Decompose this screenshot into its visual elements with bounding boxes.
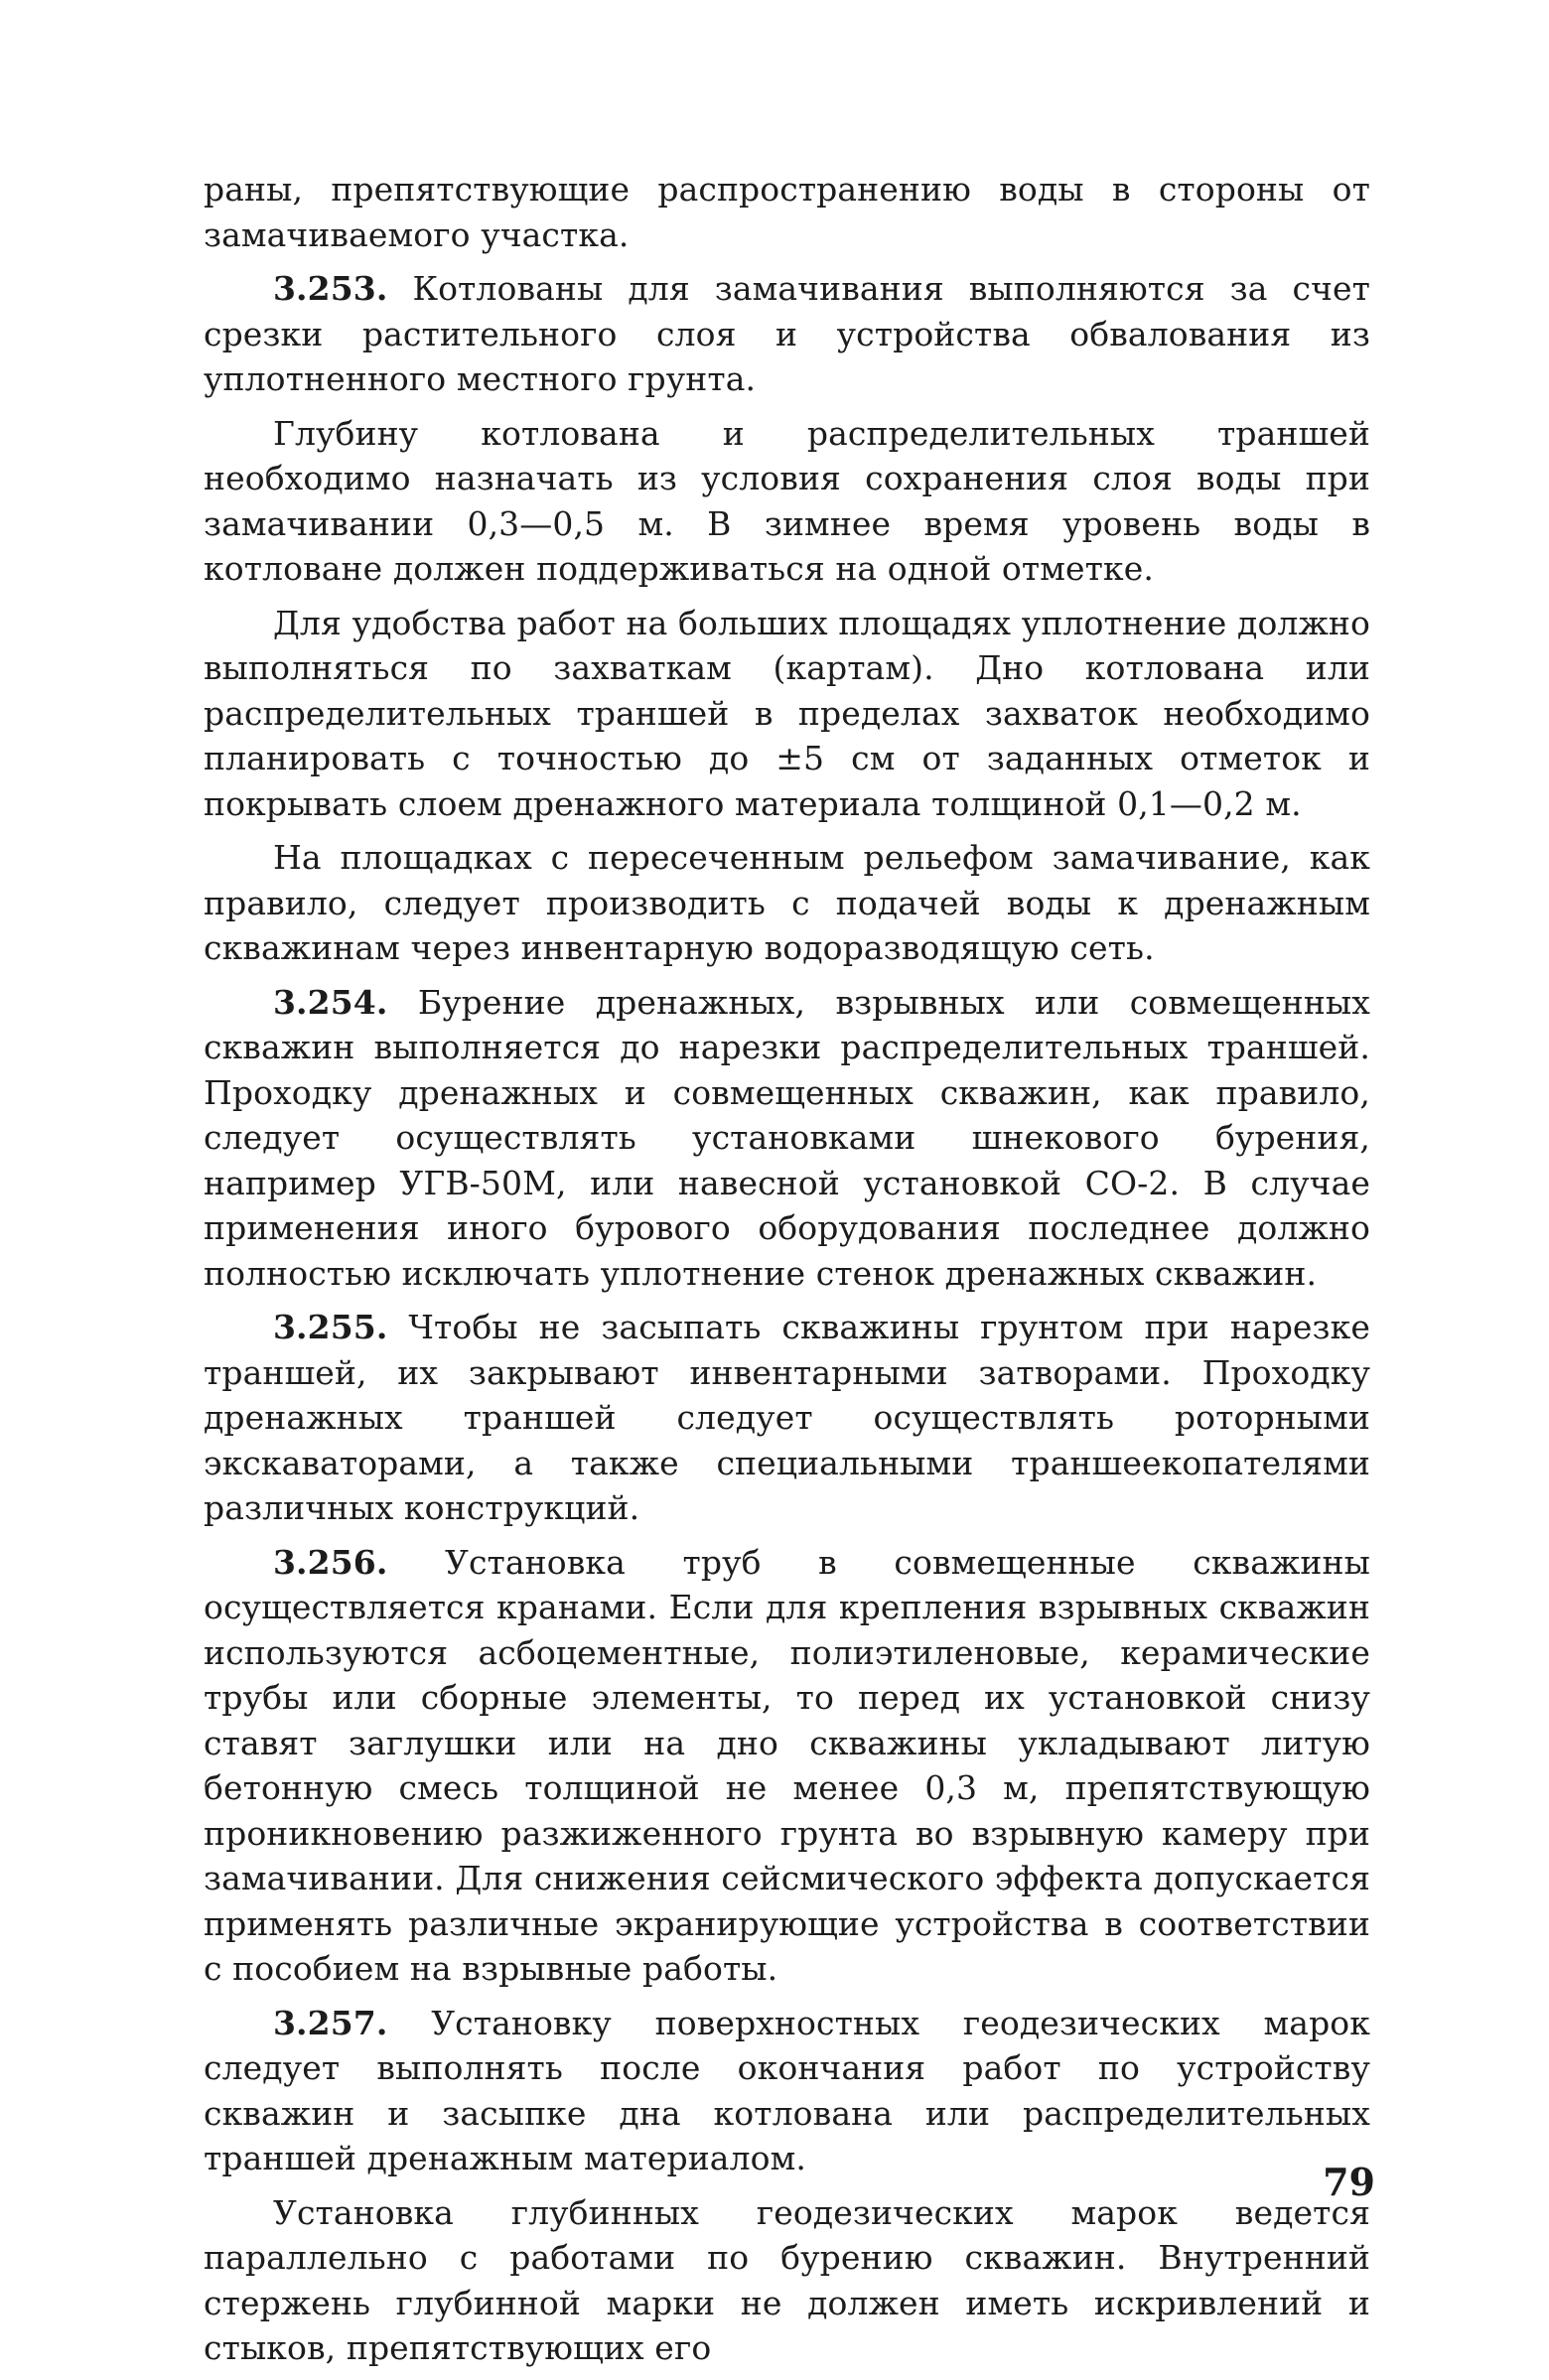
clause-number: 3.254. <box>273 982 388 1022</box>
page-number: 79 <box>1323 2160 1375 2204</box>
clause-number: 3.257. <box>273 2003 388 2042</box>
paragraph-rough-terrain: На площадках с пересеченным рельефом замачивание, как правило, следует производить с подачей воды к дренажным скважинам через инвентарную водоразводящую сеть. <box>204 838 1370 967</box>
paragraph-3-254: 3.254. Бурение дренажных, взрывных или совмещенных скважин выполняется до нарезки распределительных траншей. Проходку дренажных и совмещенных скважин, как правило, следует осуществлять установками шнекового бурения, например УГВ-50М, или навесной установкой СО-2. В случае применения иного бурового оборудования последнее должно полностью исключать уплотнение стенок дренажных скважин. <box>204 982 1370 1293</box>
paragraph-3-257: 3.257. Установку поверхностных геодезических марок следует выполнять после окончания работ по устройству скважин и засыпке дна котлована или распределительных траншей дренажным материалом. <box>204 2003 1370 2177</box>
paragraph-continuation: раны, препятствующие распространению воды в стороны от замачиваемого участка. <box>204 170 1370 254</box>
clause-number: 3.255. <box>273 1308 388 1346</box>
paragraph-pit-depth: Глубину котлована и распределительных траншей необходимо назначать из условия сохранения слоя воды при замачивании 0,3—0,5 м. В зимнее время уровень воды в котловане должен поддерживаться на одной отметке. <box>204 413 1370 588</box>
paragraph-3-253: 3.253. Котлованы для замачивания выполняются за счет срезки растительного слоя и устройства обвалования из уплотненного местного грунта. <box>204 269 1370 398</box>
page-body <box>204 167 1370 2380</box>
clause-number: 3.253. <box>273 269 388 308</box>
clause-number: 3.256. <box>273 1542 388 1582</box>
paragraph-deep-marks: Установка глубинных геодезических марок ведется параллельно с работами по бурению скважин. Внутренний стержень глубинной марки не должен иметь искривлений и стыков, препятствующих его <box>204 2192 1370 2367</box>
paragraph-3-256: 3.256. Установка труб в совмещенные скважины осуществляется кранами. Если для крепления взрывных скважин используются асбоцементные, полиэтиленовые, керамические трубы или сборные элементы, то перед их установкой снизу ставят заглушки или на дно скважины укладывают литую бетонную смесь толщиной не менее 0,3 м, препятствующую проникновению разжиженного грунта во взрывную камеру при замачивании. Для снижения сейсмического эффекта допускается применять различные экранирующие устройства в соответствии с пособием на взрывные работы. <box>204 1542 1370 1988</box>
paragraph-3-255: 3.255. Чтобы не засыпать скважины грунтом при нарезке траншей, их закрывают инвентарными затворами. Проходку дренажных траншей следует осуществлять роторными экскаваторами, а также специальными траншеекопателями различных конструкций. <box>204 1308 1370 1527</box>
paragraph-large-areas: Для удобства работ на больших площадях уплотнение должно выполняться по захваткам (картам). Дно котлована или распределительных траншей в пределах захваток необходимо планировать с точностью до ±5 см от заданных отметок и покрывать слоем дренажного материала толщиной 0,1—0,2 м. <box>204 603 1370 823</box>
